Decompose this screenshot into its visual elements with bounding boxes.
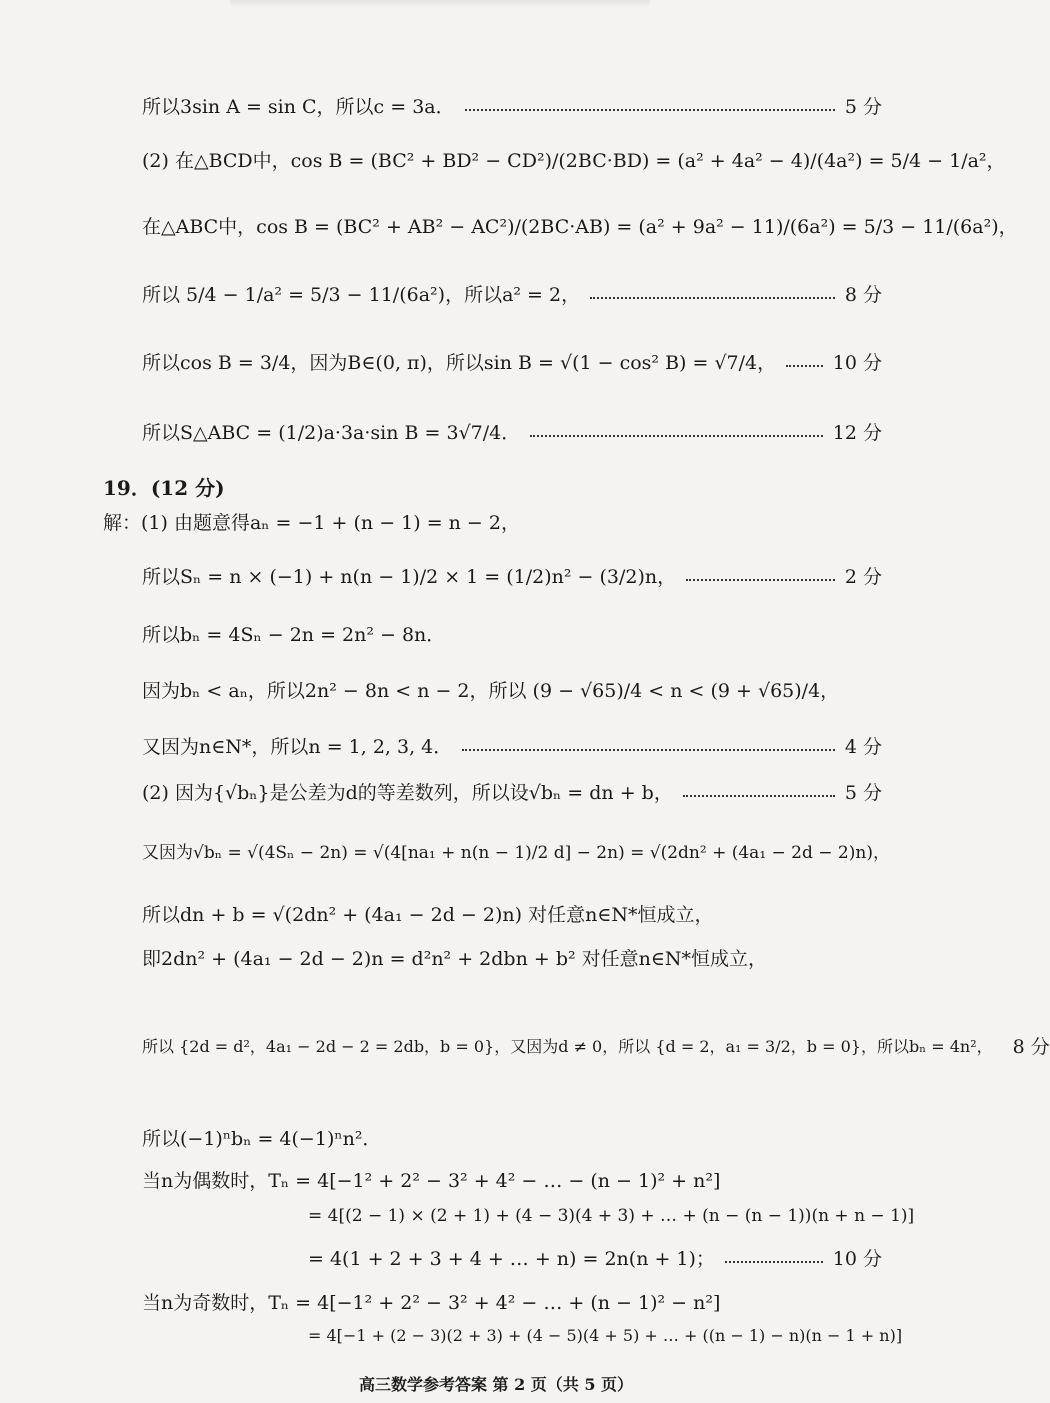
line-1 [142,92,882,119]
solution-line-4 [142,676,882,703]
solution-line-7 [142,838,890,863]
line-2 [142,146,1006,173]
solution-line-1 [103,508,882,535]
solution-line-5 [142,732,882,759]
line-text: 所以Sₙ = n × (−1) + n(n − 1)/2 × 1 = (1/2)n² − (3/2)n， [142,566,677,588]
solution-line-6 [142,778,882,805]
line-text: 在△ABC中，cos B = (BC² + AB² − AC²)/(2BC·AB) = (a² + 9a² − 11)/(6a²) = 5/3 − 11/(6a²)， [142,216,1018,238]
line-6 [142,418,882,445]
score-mark: 8 分 [1012,1036,1050,1058]
score-mark: 4 分 [844,736,882,758]
solution-line-15 [142,1288,882,1315]
score-mark: 10 分 [832,1248,882,1270]
line-text: 所以bₙ = 4Sₙ − 2n = 2n² − 8n． [142,624,446,646]
leader-dots [683,795,835,797]
line-text: 所以3sin A = sin C，所以c = 3a． [142,96,455,118]
solution-line-3 [142,620,882,647]
line-text: 当n为偶数时，Tₙ = 4[−1² + 2² − 3² + 4² − … − (n − 1)² + n²] [142,1170,721,1192]
solution-line-14 [308,1244,882,1271]
line-text: 又因为√bₙ = √(4Sₙ − 2n) = √(4[na₁ + n(n − 1)/2 d] − 2n) = √(2dn² + (4a₁ − 2d − 2)n)， [142,843,890,863]
line-text: 即2dn² + (4a₁ − 2d − 2)n = d²n² + 2dbn + b² 对任意n∈N*恒成立， [142,948,768,970]
question-heading: 19．(12 分) [103,476,225,500]
solution-line-2 [142,562,882,589]
line-5 [142,348,882,375]
line-text: (2) 因为{√bₙ}是公差为d的等差数列，所以设√bₙ = dn + b， [142,782,673,804]
line-text: 所以dn + b = √(2dn² + (4a₁ − 2d − 2)n) 对任意n∈N*恒成立， [142,904,714,926]
line-text: 所以 {2d = d²，4a₁ − 2d − 2 = 2db，b = 0}，又因为d ≠ 0，所以 {d = 2，a₁ = 3/2，b = 0}，所以bₙ = 4n²， [142,1037,993,1056]
solution-line-9 [142,944,882,971]
score-mark: 2 分 [844,566,882,588]
line-text: 所以 5/4 − 1/a² = 5/3 − 11/(6a²)，所以a² = 2， [142,284,581,306]
score-mark: 5 分 [844,782,882,804]
score-mark: 8 分 [844,284,882,306]
solution-line-10 [142,1032,1050,1059]
line-text: 当n为奇数时，Tₙ = 4[−1² + 2² − 3² + 4² − … + (n − 1)² − n²] [142,1292,721,1314]
solution-line-12 [142,1166,882,1193]
line-text: (2) 在△BCD中，cos B = (BC² + BD² − CD²)/(2BC·BD) = (a² + 4a² − 4)/(4a²) = 5/4 − 1/a²， [142,150,1006,172]
solution-line-13 [308,1206,915,1226]
leader-dots [786,365,823,367]
leader-dots [465,109,835,111]
solution-line-8 [142,900,882,927]
score-mark: 12 分 [832,422,882,444]
line-3 [142,212,1018,239]
score-mark: 10 分 [832,352,882,374]
leader-dots [590,297,835,299]
line-text: 所以S△ABC = (1/2)a·3a·sin B = 3√7/4． [142,422,521,444]
line-4 [142,280,882,307]
leader-dots [686,579,835,581]
line-text: 所以(−1)ⁿbₙ = 4(−1)ⁿn²． [142,1128,382,1150]
scan-shadow [230,0,650,8]
line-text: 所以cos B = 3/4，因为B∈(0, π)，所以sin B = √(1 − cos² B) = √7/4， [142,352,777,374]
leader-dots [725,1261,823,1263]
score-mark: 5 分 [844,96,882,118]
line-text: = 4[−1 + (2 − 3)(2 + 3) + (4 − 5)(4 + 5) + … + ((n − 1) − n)(n − 1 + n)] [308,1326,903,1345]
page-footer: 高三数学参考答案 第 2 页（共 5 页） [358,1375,634,1394]
line-text: 因为bₙ < aₙ，所以2n² − 8n < n − 2，所以 (9 − √65)/4 < n < (9 + √65)/4， [142,680,840,702]
solution-line-16 [308,1326,903,1345]
leader-dots [530,435,823,437]
leader-dots [462,749,835,751]
line-text: = 4[(2 − 1) × (2 + 1) + (4 − 3)(4 + 3) + … + (n − (n − 1))(n + n − 1)] [308,1206,915,1226]
line-text: = 4(1 + 2 + 3 + 4 + … + n) = 2n(n + 1)； [308,1248,715,1270]
line-text: 解：(1) 由题意得aₙ = −1 + (n − 1) = n − 2， [103,512,520,534]
solution-line-11 [142,1124,882,1151]
line-text: 又因为n∈N*，所以n = 1, 2, 3, 4． [142,736,453,758]
